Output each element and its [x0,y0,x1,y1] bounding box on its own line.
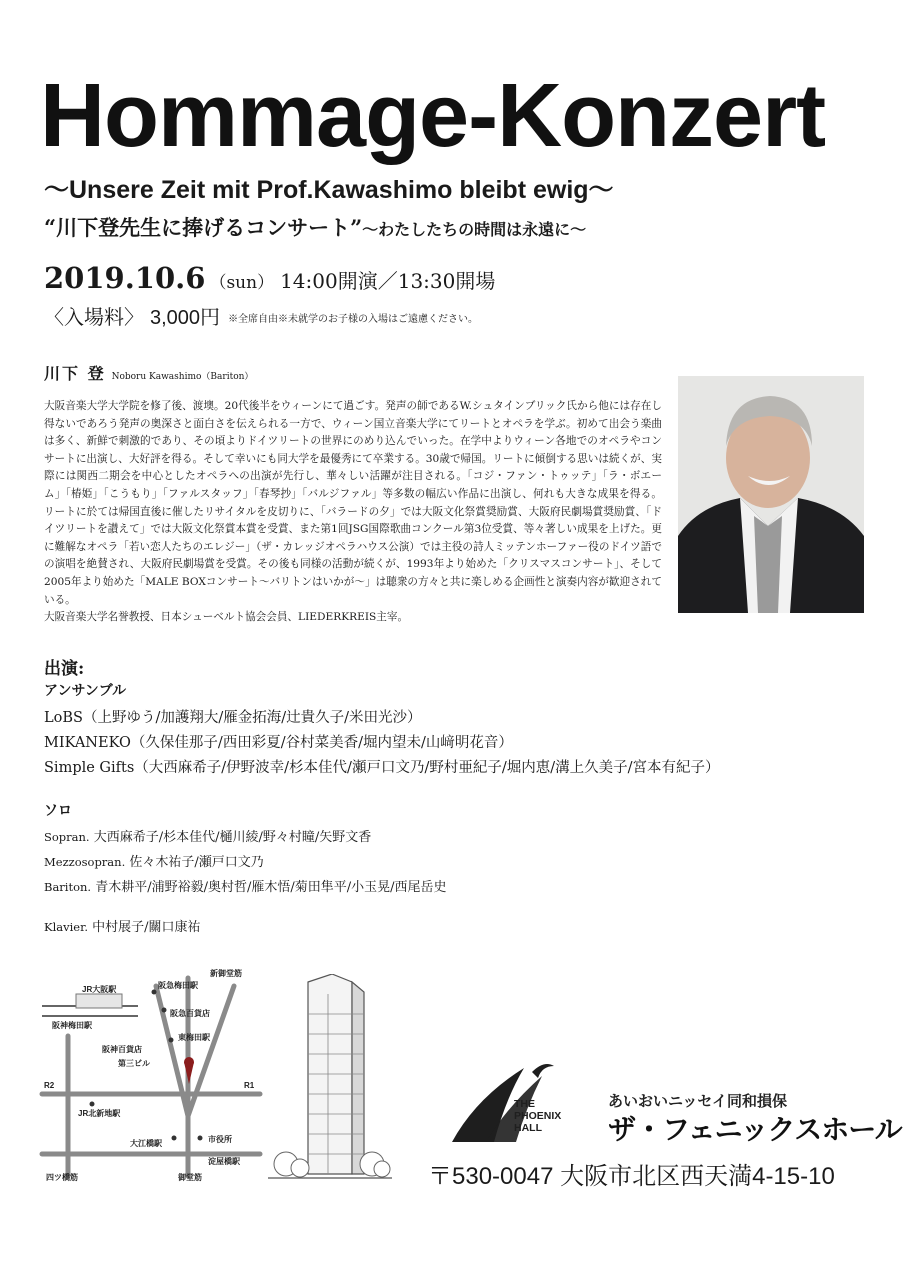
ensemble-heading: アンサンブル [44,683,127,699]
solo-heading: ソロ [44,803,72,819]
solo-item [44,826,371,845]
phoenix-hall-logo-text [514,1098,561,1134]
fee-label: 〈入場料〉 [44,305,144,329]
fee-note: ※全席自由※未就学のお子様の入場はご遠慮ください。 [228,313,479,325]
map-label: 大江橋駅 [130,1139,162,1148]
map-label: 東梅田駅 [178,1033,210,1042]
performers-heading: 出演: [44,659,85,679]
solo-names: 佐々木祐子/瀬戸口文乃 [129,855,264,870]
event-times: 14:00開演／13:30開場 [280,269,496,293]
map-label: 第三ビル [118,1059,150,1068]
solo-item [44,876,447,895]
map-label: JR北新地駅 [78,1109,121,1118]
solo-names: 大西麻希子/杉本佳代/樋川綾/野々村瞳/矢野文香 [93,830,372,845]
hall-name: ザ・フェニックスホール [608,1114,902,1145]
map-label: R1 [244,1081,255,1090]
biography [44,398,662,627]
map-label: 御堂筋 [178,1173,202,1182]
map-label: 新御堂筋 [210,969,242,978]
klavier-names: 中村展子/關口康祐 [92,920,201,935]
hall-sponsor: あいおいニッセイ同和損保 [608,1093,787,1110]
performer-name [44,362,253,389]
map-label: 阪神梅田駅 [52,1021,92,1030]
concert-title: Hommage-Konzert [40,66,826,166]
map-label: R2 [44,1081,55,1090]
ensemble-item: Simple Gifts（大西麻希子/伊野波幸/杉本佳代/瀬戸口文乃/野村亜紀子/堀内恵/溝上久美子/宮本有紀子） [44,760,720,776]
logo-text-line: THE [514,1098,535,1110]
map-label: 市役所 [208,1135,232,1144]
hall-address: 〒530-0047 大阪市北区西天満4-15-10 [428,1163,835,1190]
biography-affiliations: 大阪音楽大学名誉教授、日本シューベルト協会会員、LIEDERKREIS主宰。 [44,611,409,624]
klavier-item [44,916,201,935]
voice-part: Sopran. [44,830,90,844]
concert-subtitle: 〜Unsere Zeit mit Prof.Kawashimo bleibt ewig〜 [44,176,614,204]
event-day-of-week: （sun） [209,273,275,293]
logo-text-line: HALL [514,1122,542,1134]
fee-price: 3,000円 [150,307,221,329]
map-label: 阪急百貨店 [170,1009,210,1018]
performer-name-jp: 川下 登 [44,364,106,383]
map-label: JR大阪駅 [82,985,117,994]
japanese-title-main: “川下登先生に捧げるコンサート” [44,215,363,240]
solo-item [44,851,264,870]
map-label: 阪急梅田駅 [158,981,198,990]
solo-names: 青木耕平/浦野裕毅/奥村哲/雁木悟/菊田隼平/小玉晃/西尾岳史 [95,880,447,895]
performer-name-en: Noboru Kawashimo（Bariton） [111,372,254,382]
map-label: 淀屋橋駅 [208,1157,240,1166]
biography-paragraph: 大阪音楽大学大学院を修了後、渡墺。20代後半をウィーンにて過ごす。発声の師であるW.シュタインブリック氏から他には存在し得ないであろう発声の奥深さと面白さを伝えられる一方で、ウィーン国立音楽大学にてリートとオペラを学ぶ。初めて出会う楽曲は多く、新鮮で刺激的であり、その頃よりドイツリートの世界にのめり込んでいった。在学中よりウィーン各地でのオペラやコンサートに出演し、大好評を得る。そして幸いにも同大学を最優秀にて卒業する。30歳で帰国。リートに傾倒する思いは続くが、実際には関西二期会を中心としたオペラへの出演が先行し、華々しい活躍が注目される。「コジ・ファン・トゥッテ」「ラ・ボエーム」「椿姫」「こうもり」「ファルスタッフ」「春琴抄」「バルジファル」等多数の幅広い作品に出演し、何れも大きな成果を得る。リートに於ては帰国直後に催したリサイタルを皮切りに、「バラードの夕」では大阪文化祭賞奨励賞、大阪府民劇場賞奨励賞、「ドイツリートを讃えて」では大阪文化祭賞本賞を受賞、また第1回JSG国際歌曲コンクール第3位受賞、等々著しい成果を上げた。更に難解なオペラ「若い恋人たちのエレジー」（ザ・カレッジオペラハウス公演）では主役の詩人ミッテンホーファー役のドイツ語での演唱を絶賛され、大阪府民劇場賞を受賞。その後も同様の活動が続くが、1993年より始めた「クリスマスコンサート」、そして2005年より始めた「MALE BOXコンサート〜バリトンはいかが〜」は聴衆の方々と共に楽しめる企画性と演奏内容が歓迎されている。 [44,400,662,606]
event-date: 2019.10.6 [44,261,206,295]
ensemble-item: MIKANEKO（久保佳那子/西田彩夏/谷村菜美香/堀内望未/山﨑明花音） [44,735,513,751]
performer-photo [678,376,864,613]
japanese-title-sub: 〜わたしたちの時間は永遠に〜 [362,220,587,239]
map-label: 四ツ橋筋 [46,1173,78,1182]
ensemble-item: LoBS（上野ゆう/加護翔大/雁金拓海/辻貴久子/米田光沙） [44,710,422,726]
map-label: 阪神百貨店 [102,1045,142,1054]
voice-part: Bariton. [44,880,92,894]
logo-text-line: PHOENIX [514,1110,562,1122]
fee-line [44,300,478,337]
voice-part: Mezzosopran. [44,855,126,869]
building-illustration [268,974,392,1184]
japanese-title [44,213,586,245]
voice-part: Klavier. [44,920,88,934]
date-line [44,258,495,303]
access-map [38,966,264,1184]
